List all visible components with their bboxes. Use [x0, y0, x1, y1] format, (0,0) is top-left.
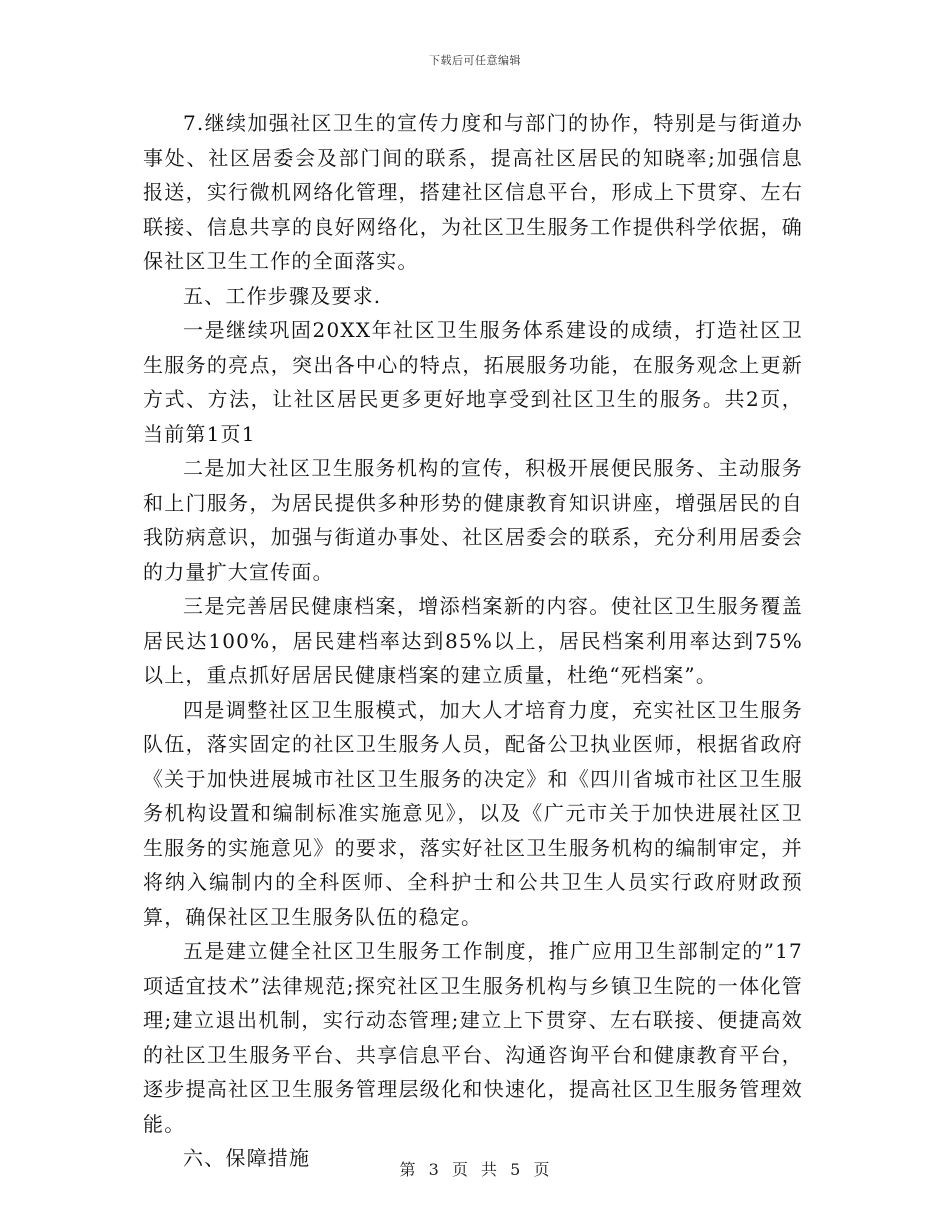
paragraph-step-2: 二是加大社区卫生服务机构的宣传，积极开展便民服务、主动服务和上门服务，为居民提供多种形势的健康教育知识讲座，增强居民的自我防病意识，加强与街道办事处、社区居委会的联系，充分利用居委会的力量扩大宣传面。	[143, 456, 803, 584]
footer-total-pages: 5	[510, 1160, 522, 1179]
footer-total-word: 共	[481, 1160, 499, 1179]
paragraph-step-5: 五是建立健全社区卫生服务工作制度，推广应用卫生部制定的”17项适宜技术”法律规范;探究社区卫生服务机构与乡镇卫生院的一体化管理;建立退出机制，实行动态管理;建立上下贯穿、左右联接、便捷高效的社区卫生服务平台、共享信息平台、沟通咨询平台和健康教育平台，逐步提高社区卫生服务管理层级化和快速化，提高社区卫生服务管理效能。	[143, 939, 803, 1136]
paragraph-step-3: 三是完善居民健康档案，增添档案新的内容。使社区卫生服务覆盖居民达100%，居民建档率达到85%以上，居民档案利用率达到75%以上，重点抓好居居民健康档案的建立质量，杜绝“死档案”。	[143, 594, 803, 687]
footer-current-page: 3	[428, 1160, 440, 1179]
page-header: 下载后可任意编辑	[429, 54, 521, 67]
footer-prefix: 第	[399, 1160, 417, 1179]
paragraph-step-4: 四是调整社区卫生服模式，加大人才培育力度，充实社区卫生服务队伍，落实固定的社区卫生服务人员，配备公卫执业医师，根据省政府《关于加快进展城市社区卫生服务的决定》和《四川省城市社区卫生服务机构设置和编制标准实施意见》，以及《广元市关于加快进展社区卫生服务的实施意见》的要求，落实好社区卫生服务机构的编制审定，并将纳入编制内的全科医师、全科护士和公共卫生人员实行政府财政预算，确保社区卫生服务队伍的稳定。	[143, 697, 803, 929]
paragraph-step-1: 一是继续巩固20XX年社区卫生服务体系建设的成绩，打造社区卫生服务的亮点，突出各中心的特点，拓展服务功能，在服务观念上更新方式、方法，让社区居民更多更好地享受到社区卫生的服务。共2页，当前第1页1	[143, 318, 803, 446]
page-footer	[0, 1157, 950, 1180]
footer-page-word: 页	[451, 1160, 469, 1179]
section-heading-steps: 五、工作步骤及要求.	[183, 283, 382, 308]
paragraph-item-7: 7.继续加强社区卫生的宣传力度和与部门的协作，特别是与街道办事处、社区居委会及部门间的联系，提高社区居民的知晓率;加强信息报送，实行微机网络化管理，搭建社区信息平台，形成上下贯穿、左右联接、信息共享的良好网络化，为社区卫生服务工作提供科学依据，确保社区卫生工作的全面落实。	[143, 111, 803, 273]
section-heading-measures: 六、保障措施	[183, 1146, 311, 1170]
document-body	[143, 106, 803, 1176]
footer-suffix: 页	[533, 1160, 551, 1179]
